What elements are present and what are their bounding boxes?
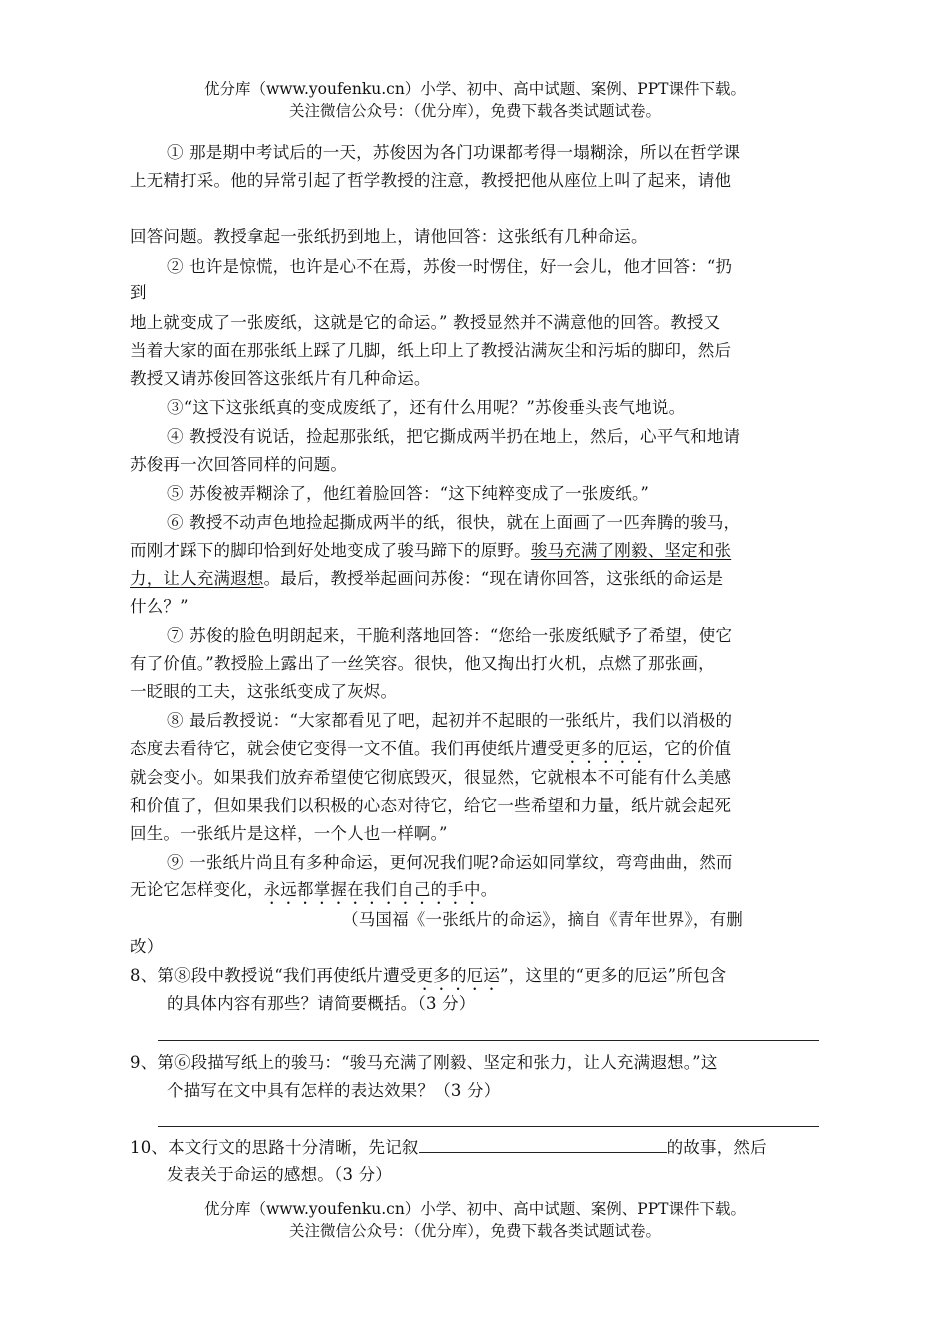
paragraph-6-line-2 [130,538,820,564]
paragraph-8-line-2 [130,736,820,767]
paragraph-8-line-5: 回生。一张纸片是这样，一个人也一样啊。” [130,824,448,843]
question-8-line-2: 的具体内容有那些？请简要概括。（3 分） [167,994,476,1013]
paragraph-6-line-3-text: 。最后，教授举起画问苏俊：“现在请你回答，这张纸的命运是 [263,569,724,588]
footer-line-1: 优分库（www.youfenku.cn）小学、初中、高中试题、案例、PPT课件下载。 [203,1200,747,1218]
paragraph-8-line-4: 和价值了，但如果我们以积极的心态对待它，给它一些希望和力量，纸片就会起死 [130,796,732,815]
paragraph-6-line-3 [130,566,820,592]
header-line-2: 关注微信公众号：（优分库），免费下载各类试题试卷。 [288,102,661,120]
question-8-answer-line[interactable] [158,1040,819,1041]
question-9-line-1: 9、第⑥段描写纸上的骏马：“骏马充满了刚毅、坚定和张力，让人充满遐想。”这 [130,1053,718,1072]
paragraph-9-line-1: ⑨ 一张纸片尚且有多种命运，更何况我们呢?命运如同掌纹，弯弯曲曲，然而 [167,853,733,872]
source-citation-end: 改） [130,937,164,956]
paragraph-2-line-3: 地上就变成了一张废纸，这就是它的命运。” 教授显然并不满意他的回答。教授又 [130,313,721,332]
question-8-line-1 [130,963,820,994]
underlined-horse-description-end: 力，让人充满遐想 [130,569,264,588]
question-8-text: 8、第⑧段中教授说“我们再使纸片遭受 [130,966,417,985]
question-10-line-1 [130,1134,820,1161]
paragraph-9-line-2-text: 无论它怎样变化， [130,880,264,899]
question-10-text: 10、本文行文的思路十分清晰，先记叙 [130,1138,419,1157]
footer-line-2: 关注微信公众号：（优分库），免费下载各类试题试卷。 [288,1222,661,1240]
underlined-horse-description: 骏马充满了刚毅、坚定和张 [530,541,732,560]
paragraph-7-line-3: 一眨眼的工夫，这张纸变成了灰烬。 [130,682,398,701]
paragraph-9-line-2 [130,877,820,908]
paragraph-6-line-1: ⑥ 教授不动声色地捡起撕成两半的纸，很快，就在上面画了一匹奔腾的骏马， [167,513,741,532]
paragraph-2-line-4: 当着大家的面在那张纸上踩了几脚，纸上印上了教授沾满灰尘和污垢的脚印，然后 [130,341,732,360]
paragraph-1-line-3: 回答问题。教授拿起一张纸扔到地上，请他回答：这张纸有几种命运。 [130,227,648,246]
source-citation: （马国福《一张纸片的命运》，摘自《青年世界》，有删 [342,910,743,929]
question-8-dotted-phrase: 更多的厄运 [416,966,501,985]
paragraph-2-line-5: 教授又请苏俊回答这张纸片有几种命运。 [130,369,431,388]
question-8-text-end: ”，这里的“更多的厄运”所包含 [500,966,727,985]
paragraph-4-line-1: ④ 教授没有说话，捡起那张纸，把它撕成两半扔在地上，然后，心平气和地请 [167,427,741,446]
paragraph-7-line-2: 有了价值。”教授脸上露出了一丝笑容。很快，他又掏出打火机，点燃了那张画， [130,654,715,673]
dotted-phrase-more-misfortune: 更多的厄运 [564,739,648,758]
paragraph-2-line-2: 到 [130,283,147,302]
paragraph-4-line-2: 苏俊再一次回答同样的问题。 [130,455,348,474]
paragraph-2-line-1: ② 也许是惊慌，也许是心不在焉，苏俊一时愣住，好一会儿，他才回答：“扔 [167,257,733,276]
paragraph-1-line-2: 上无精打采。他的异常引起了哲学教授的注意，教授把他从座位上叫了起来，请他 [130,171,732,190]
paragraph-9-line-2-end: 。 [480,880,498,899]
paragraph-8-line-2-text: 态度去看待它，就会使它变得一文不值。我们再使纸片遭受 [130,739,565,758]
dotted-phrase-in-our-hands: 永远都掌握在我们自己的手中 [263,880,481,899]
paragraph-1-line-1: ① 那是期中考试后的一天，苏俊因为各门功课都考得一塌糊涂，所以在哲学课 [167,143,741,162]
question-10-text-end: 的故事，然后 [666,1138,767,1157]
question-10-line-2: 发表关于命运的感想。（3 分） [167,1165,392,1184]
paragraph-6-line-2-text: 而刚才踩下的脚印恰到好处地变成了骏马蹄下的原野。 [130,541,531,560]
paragraph-8-line-2-end: ，它的价值 [647,739,732,758]
paragraph-3-line-1: ③“这下这张纸真的变成废纸了，还有什么用呢？”苏俊垂头丧气地说。 [167,398,686,417]
question-10-answer-blank[interactable] [419,1134,667,1153]
question-9-line-2: 个描写在文中具有怎样的表达效果？（3 分） [167,1081,501,1100]
paragraph-6-line-4: 什么？” [130,597,189,616]
paragraph-8-line-1: ⑧ 最后教授说：“大家都看见了吧，起初并不起眼的一张纸片，我们以消极的 [167,711,733,730]
paragraph-5-line-1: ⑤ 苏俊被弄糊涂了，他红着脸回答：“这下纯粹变成了一张废纸。” [167,484,650,503]
paragraph-7-line-1: ⑦ 苏俊的脸色明朗起来，干脆利落地回答：“您给一张废纸赋予了希望，使它 [167,626,733,645]
question-9-answer-line[interactable] [158,1126,819,1127]
header-line-1: 优分库（www.youfenku.cn）小学、初中、高中试题、案例、PPT课件下载。 [203,80,747,98]
paragraph-8-line-3: 就会变小。如果我们放弃希望使它彻底毁灭，很显然，它就根本不可能有什么美感 [130,768,732,787]
